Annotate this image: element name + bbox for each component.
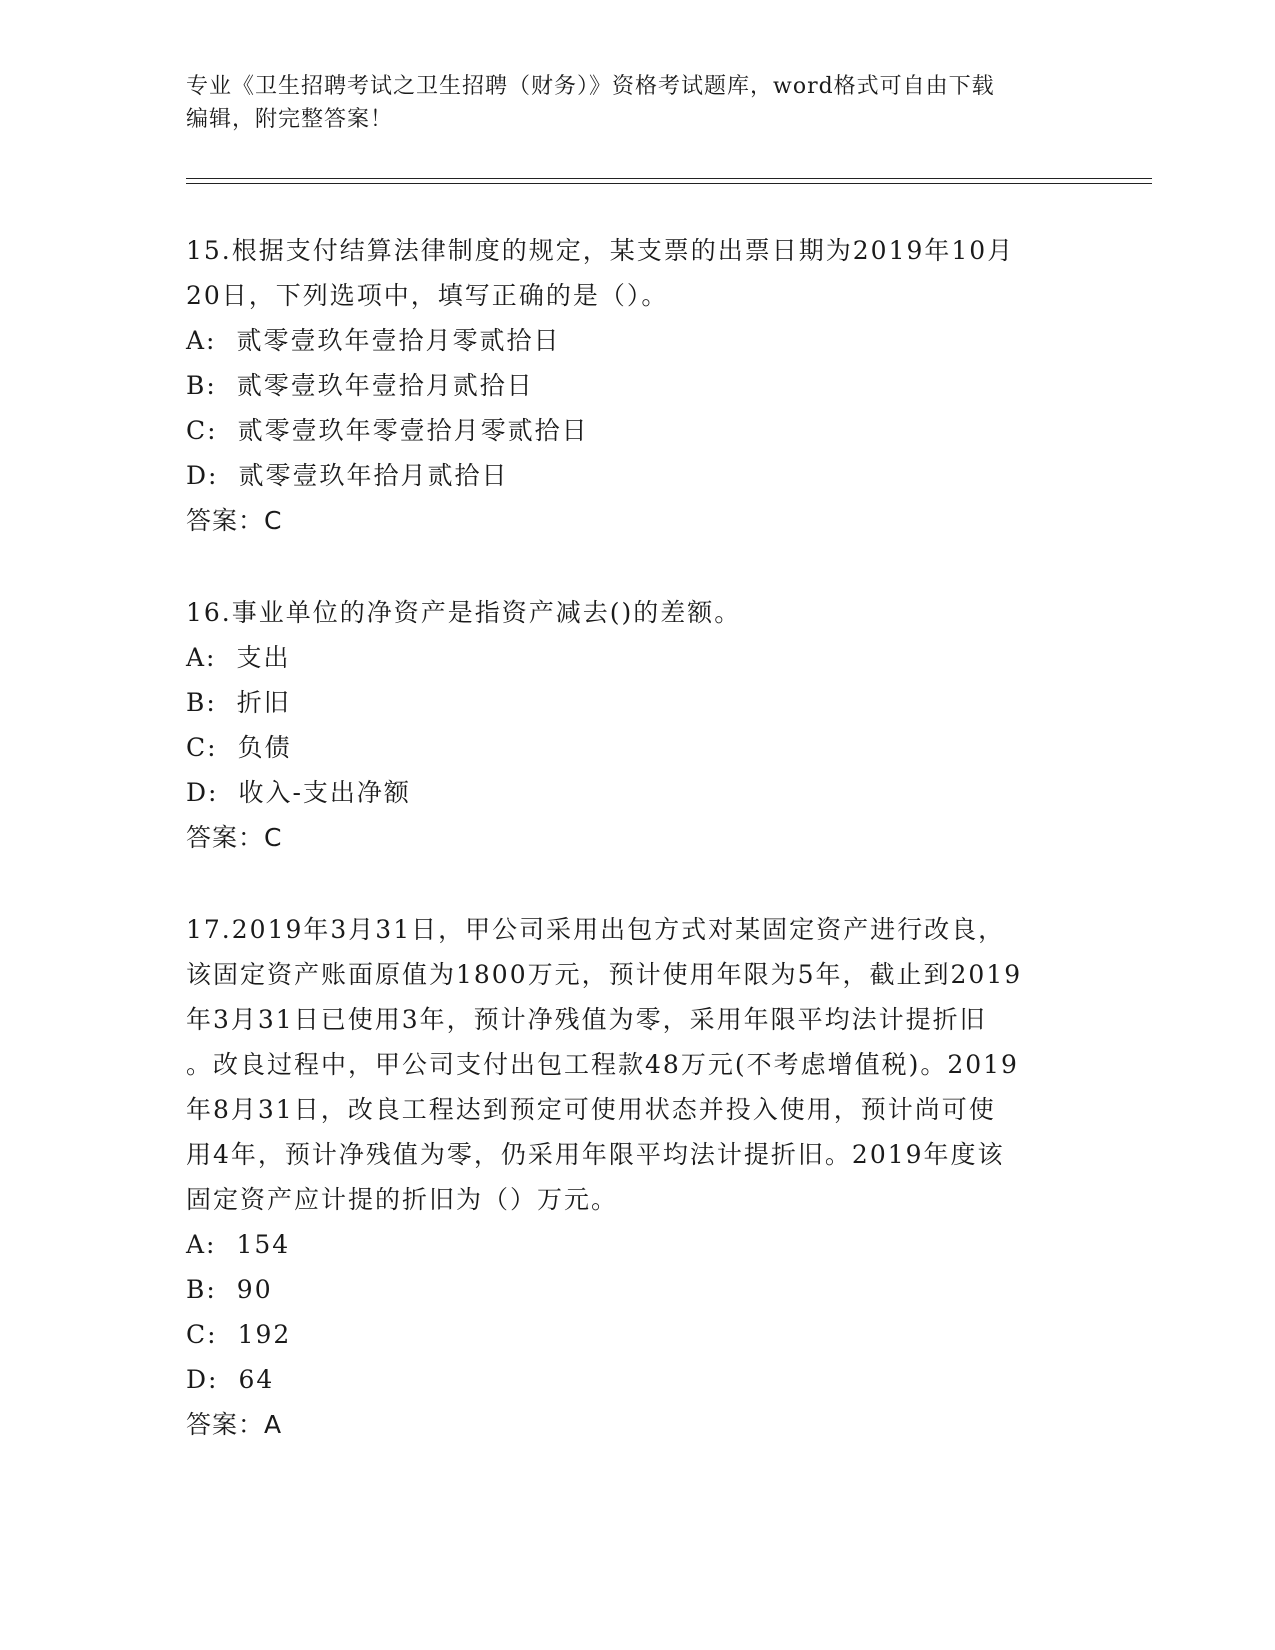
header-line-2: 编辑，附完整答案！ [186,107,394,132]
answer-line: 答案：A [186,1410,283,1439]
option-text: 支出 [236,643,291,672]
question-list [186,228,1086,1447]
option-d [186,1357,1086,1402]
option-letter: B: [186,688,217,717]
option-letter: A: [186,326,217,355]
header-divider-top [186,178,1152,179]
answer-line: 答案：C [186,823,283,852]
question-stem [186,228,1086,318]
option-letter: D: [186,461,219,490]
option-b [186,363,1086,408]
stem-line: 年8月31日，改良工程达到预定可使用状态并投入使用，预计尚可使 [186,1095,996,1124]
option-letter: A: [186,643,217,672]
stem-line: 15.根据支付结算法律制度的规定，某支票的出票日期为2019年10月 [186,236,1015,265]
option-text: 贰零壹玖年零壹拾月零贰拾日 [237,416,589,445]
option-letter: D: [186,1365,219,1394]
option-d [186,453,1086,498]
option-text: 折旧 [236,688,291,717]
option-text: 收入-支出净额 [238,778,411,807]
stem-line: 。改良过程中，甲公司支付出包工程款48万元(不考虑增值税)。2019 [186,1050,1019,1079]
stem-line: 17.2019年3月31日，甲公司采用出包方式对某固定资产进行改良， [186,915,1006,944]
stem-line: 年3月31日已使用3年，预计净残值为零，采用年限平均法计提折旧 [186,1005,987,1034]
stem-line: 用4年，预计净残值为零，仍采用年限平均法计提折旧。2019年度该 [186,1140,1005,1169]
option-d [186,770,1086,815]
option-letter: D: [186,778,219,807]
option-c [186,725,1086,770]
option-a [186,318,1086,363]
stem-line: 16.事业单位的净资产是指资产减去()的差额。 [186,598,742,627]
question-17 [186,907,1086,1447]
option-letter: C: [186,1320,218,1349]
option-c [186,408,1086,453]
option-letter: B: [186,371,217,400]
option-text: 贰零壹玖年壹拾月零贰拾日 [236,326,561,355]
option-a [186,1222,1086,1267]
option-a [186,635,1086,680]
option-letter: C: [186,733,218,762]
header-line-1: 专业《卫生招聘考试之卫生招聘（财务）》资格考试题库，word格式可自由下载 [186,74,995,99]
stem-line: 该固定资产账面原值为1800万元，预计使用年限为5年，截止到2019 [186,960,1023,989]
option-c [186,1312,1086,1357]
option-text: 贰零壹玖年拾月贰拾日 [238,461,509,490]
option-text: 90 [236,1275,273,1304]
stem-line: 固定资产应计提的折旧为（）万元。 [186,1185,619,1214]
option-letter: C: [186,416,218,445]
question-stem [186,590,1086,635]
option-text: 负债 [237,733,292,762]
option-letter: B: [186,1275,217,1304]
option-b [186,1267,1086,1312]
stem-line: 20日，下列选项中，填写正确的是（）。 [186,281,669,310]
option-text: 贰零壹玖年壹拾月贰拾日 [236,371,534,400]
question-15 [186,228,1086,543]
answer-line: 答案：C [186,506,283,535]
document-header [186,70,1086,136]
question-16 [186,590,1086,860]
option-letter: A: [186,1230,217,1259]
header-divider-bottom [186,183,1152,184]
option-b [186,680,1086,725]
option-text: 64 [238,1365,275,1394]
question-stem [186,907,1086,1222]
option-text: 192 [237,1320,292,1349]
option-text: 154 [236,1230,291,1259]
